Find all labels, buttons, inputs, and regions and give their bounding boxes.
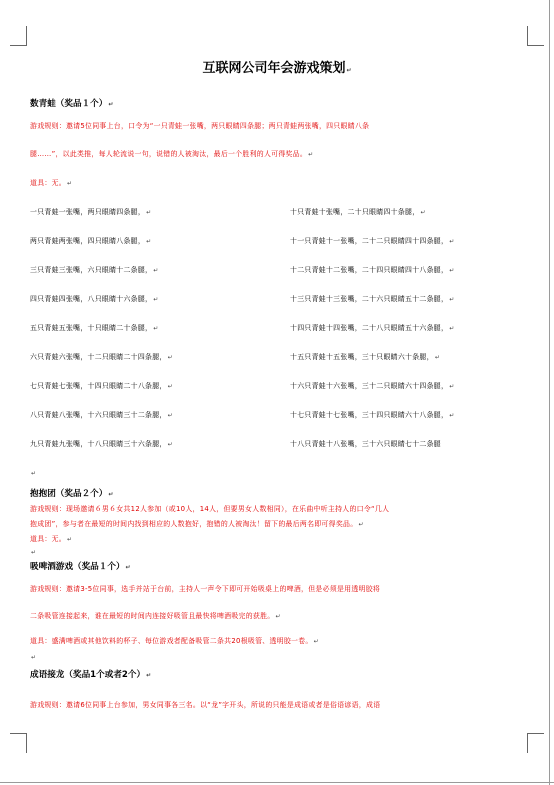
chant-line: 十只青蛙十张嘴，二十只眼睛四十条腿，↵ xyxy=(290,208,426,216)
rule-text: 游戏规则：邀请3-5位同事，选手并站于台前，主持人一声令下即可开始吸桌上的啤酒，但是必须是用透明胶将 xyxy=(30,585,381,593)
page-edge-right xyxy=(549,0,550,785)
chant-line: 四只青蛙四张嘴，八只眼睛十六条腿，↵ xyxy=(30,295,159,303)
section-heading: 成语接龙（奖品1个或者2个）↵ xyxy=(30,670,152,680)
chant-line: 十六只青蛙十六张嘴，三十二只眼睛六十四条腿，↵ xyxy=(290,382,455,390)
rule-text: 游戏规则：邀请5位同事上台，口令为“一只青蛙一张嘴，两只眼睛四条腿；两只青蛙两张嘴，四只眼睛八条 xyxy=(30,122,370,130)
props-text: 道具：无。↵ xyxy=(30,535,73,543)
chant-line: 十四只青蛙十四张嘴，二十八只眼睛五十六条腿，↵ xyxy=(290,324,455,332)
rule-text: 抱成团”，参与者在最短的时间内找到相应的人数抱好，抱错的人被淘汰！留下的最后两名即可得奖品。↵ xyxy=(30,520,364,528)
chant-line: 十七只青蛙十七张嘴，三十四只眼睛六十八条腿，↵ xyxy=(290,411,455,419)
rule-text: 腿……”，以此类推，每人轮流说一句，说错的人被淘汰，最后一个胜利的人可得奖品。↵ xyxy=(30,150,314,158)
chant-line: 两只青蛙两张嘴，四只眼睛八条腿，↵ xyxy=(30,237,152,245)
chant-line: 十五只青蛙十五张嘴，三十只眼睛六十条腿，↵ xyxy=(290,353,441,361)
section-heading: 吸啤酒游戏（奖品１个）↵ xyxy=(30,562,131,572)
chant-line: 六只青蛙六张嘴，十二只眼睛二十四条腿，↵ xyxy=(30,353,173,361)
empty-paragraph: ↵ xyxy=(31,470,37,477)
chant-line: 十二只青蛙十二张嘴，二十四只眼睛四十八条腿，↵ xyxy=(290,266,455,274)
chant-line: 一只青蛙一张嘴，两只眼睛四条腿，↵ xyxy=(30,208,152,216)
rule-text: 二条吸管连接起来，谁在最短的时间内连接好吸管且最快将啤酒吸完的获胜。↵ xyxy=(30,612,281,620)
empty-paragraph: ↵ xyxy=(31,549,37,556)
chant-line: 九只青蛙九张嘴，十八只眼睛三十六条腿，↵ xyxy=(30,440,173,448)
section-heading: 抱抱团（奖品２个）↵ xyxy=(30,489,114,499)
chant-line: 七只青蛙七张嘴，十四只眼睛二十八条腿，↵ xyxy=(30,382,173,390)
chant-line: 三只青蛙三张嘴，六只眼睛十二条腿，↵ xyxy=(30,266,159,274)
props-text: 道具：无。↵ xyxy=(30,179,73,187)
chant-line: 十八只青蛙十八张嘴，三十六只眼睛七十二条腿 xyxy=(290,440,442,448)
props-text: 道具：盛满啤酒或其他饮料的杯子、每位游戏者配备吸管二条共20根吸管、透明胶一卷。↵ xyxy=(30,637,319,645)
page-edge-bottom xyxy=(0,782,554,783)
chant-line: 五只青蛙五张嘴，十只眼睛二十条腿，↵ xyxy=(30,324,159,332)
rule-text: 游戏规则：现场邀请６男６女共12人参加（或10人，14人，但要男女人数相同），在乐曲中听主持人的口令“几人 xyxy=(30,505,390,513)
document-title: 互联网公司年会游戏策划↵ xyxy=(202,61,352,76)
chant-line: 八只青蛙八张嘴，十六只眼睛三十二条腿，↵ xyxy=(30,411,173,419)
rule-text: 游戏规则：邀请6位同事上台参加，男女同事各三名。以“龙”字开头，所说的只能是成语或者是俗语谚语，成语 xyxy=(30,701,381,709)
section-heading: 数青蛙（奖品１个）↵ xyxy=(30,99,114,109)
empty-paragraph: ↵ xyxy=(31,654,37,661)
chant-line: 十三只青蛙十三张嘴，二十六只眼睛五十二条腿，↵ xyxy=(290,295,455,303)
chant-line: 十一只青蛙十一张嘴，二十二只眼睛四十四条腿，↵ xyxy=(290,237,455,245)
